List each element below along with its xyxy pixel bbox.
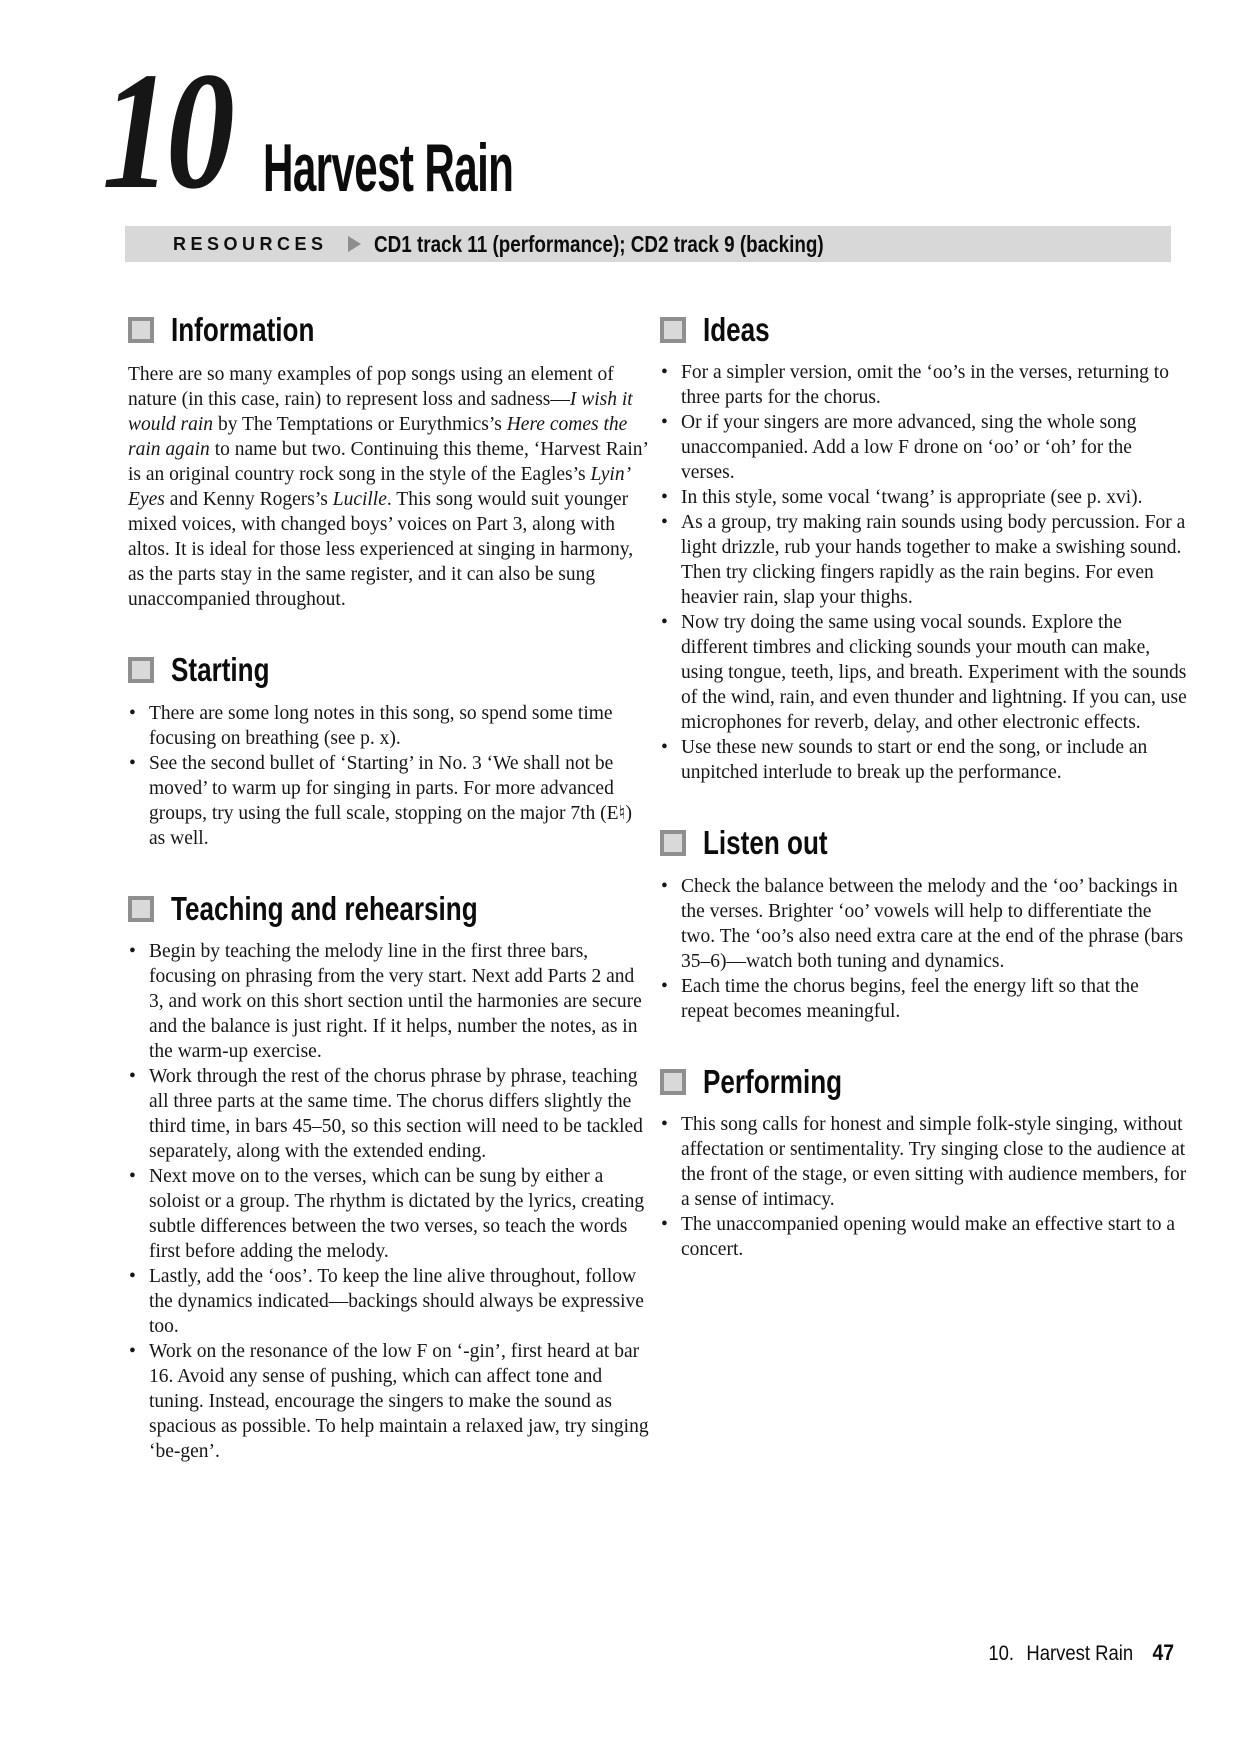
bullet-item: • Begin by teaching the melody line in the first three bars, focusing on phrasing from the very start. Next add Parts 2 and 3, and work on this short section until the harmonies are secure and the balance is just right. If it helps, number the notes, as in the warm-up exercise. — [128, 939, 652, 1064]
column-left — [128, 312, 652, 1464]
section-heading-row — [128, 891, 652, 927]
section-marker-icon — [660, 830, 686, 856]
text: to name but two. Continuing this theme, ‘Harvest Rain’ is an original country rock song in the style of the Eagles’s — [128, 439, 648, 486]
paragraph — [128, 362, 652, 612]
text: and Kenny Rogers’s — [164, 489, 333, 511]
section-heading: Information — [171, 311, 315, 348]
footer-chapter-ref: 10. — [988, 1642, 1014, 1665]
page-footer — [963, 1640, 1174, 1666]
resources-bar — [125, 226, 1171, 262]
bullet-item: • Check the balance between the melody and the ‘oo’ backings in the verses. Brighter ‘oo’ vowels will help to differentiate the two. The ‘oo’s also need extra care at the end of the phrase (bars 35–6)—watch both tuning and dynamics. — [660, 874, 1188, 974]
bullet-list — [660, 360, 1188, 785]
section-performing — [660, 1064, 1188, 1262]
resources-text: CD1 track 11 (performance); CD2 track 9 (backing) — [373, 230, 824, 257]
section-teaching-and-rehearsing — [128, 891, 652, 1464]
section-heading: Ideas — [703, 311, 770, 348]
bullet-item: • This song calls for honest and simple folk-style singing, without affectation or sentimentality. Try singing close to the audience at the front of the stage, or even sitting with audience members, for a sense of intimacy. — [660, 1112, 1188, 1212]
bullet-list — [660, 874, 1188, 1024]
text: by The Temptations or Eurythmics’s — [213, 414, 507, 436]
bullet-item: • Now try doing the same using vocal sounds. Explore the different timbres and clicking sounds your mouth can make, using tongue, teeth, lips, and breath. Experiment with the sounds of the wind, rain, and even thunder and lightning. If you can, use microphones for reverb, delay, and other electronic effects. — [660, 610, 1188, 735]
italic-text: I wish it would rain — [128, 389, 633, 436]
section-marker-icon — [128, 657, 154, 683]
bullet-item: • Work through the rest of the chorus phrase by phrase, teaching all three parts at the same time. The chorus differs slightly the third time, in bars 45–50, so this section will need to be tackled separately, along with the extended ending. — [128, 1064, 652, 1164]
section-heading-row — [660, 1064, 1188, 1100]
bullet-item: • As a group, try making rain sounds using body percussion. For a light drizzle, rub your hands together to make a swishing sound. Then try clicking fingers rapidly as the rain begins. For even heavier rain, slap your thighs. — [660, 510, 1188, 610]
text: There are so many examples of pop songs using an element of nature (in this case, rain) to represent loss and sadness— — [128, 364, 614, 411]
page-footer-inner — [988, 1640, 1174, 1666]
bullet-item: • Lastly, add the ‘oos’. To keep the line alive throughout, follow the dynamics indicated—backings should always be expressive too. — [128, 1264, 652, 1339]
bullet-item: • The unaccompanied opening would make an effective start to a concert. — [660, 1212, 1188, 1262]
bullet-item: • See the second bullet of ‘Starting’ in No. 3 ‘We shall not be moved’ to warm up for singing in parts. For more advanced groups, try using the full scale, stopping on the major 7th (E♮) as well. — [128, 751, 652, 851]
chapter-number-text: 10 — [102, 38, 230, 224]
section-heading-row — [128, 652, 652, 688]
bullet-item: • Each time the chorus begins, feel the energy lift so that the repeat becomes meaningful. — [660, 974, 1188, 1024]
section-starting — [128, 652, 652, 850]
column-right — [660, 312, 1188, 1262]
section-marker-icon — [128, 317, 154, 343]
bullet-item: • Work on the resonance of the low F on ‘-gin’, first heard at bar 16. Avoid any sense of pushing, which can affect tone and tuning. Instead, encourage the singers to make the sound as spacious as possible. To help maintain a relaxed jaw, try singing ‘be-gen’. — [128, 1339, 652, 1464]
section-heading: Listen out — [703, 824, 828, 862]
bullet-list — [660, 1112, 1188, 1262]
page-title-text: Harvest Rain — [263, 130, 514, 206]
section-heading: Performing — [703, 1062, 843, 1100]
bullet-item: • In this style, some vocal ‘twang’ is appropriate (see p. xvi). — [660, 485, 1188, 510]
section-listen-out — [660, 825, 1188, 1023]
footer-page-number: 47 — [1152, 1640, 1174, 1665]
section-heading-row — [660, 312, 1188, 348]
section-information — [128, 312, 652, 612]
section-heading: Starting — [171, 651, 270, 689]
italic-text: Lyin’ Eyes — [128, 464, 629, 511]
play-triangle-icon — [348, 236, 361, 252]
footer-title: Harvest Rain — [1026, 1642, 1134, 1665]
section-ideas — [660, 312, 1188, 785]
italic-text: Here comes the rain again — [128, 414, 628, 461]
bullet-item: • There are some long notes in this song, so spend some time focusing on breathing (see p. x). — [128, 701, 652, 751]
bullet-list — [128, 701, 652, 851]
section-marker-icon — [128, 896, 154, 922]
section-heading-row — [128, 312, 652, 348]
section-marker-icon — [660, 317, 686, 343]
section-heading: Teaching and rehearsing — [171, 889, 478, 927]
page-title — [263, 130, 667, 206]
bullet-item: • For a simpler version, omit the ‘oo’s in the verses, returning to three parts for the chorus. — [660, 360, 1188, 410]
bullet-list — [128, 939, 652, 1464]
bullet-item: • Use these new sounds to start or end the song, or include an unpitched interlude to break up the performance. — [660, 735, 1188, 785]
text: . This song would suit younger mixed voices, with changed boys’ voices on Part 3, along with altos. It is ideal for those less experienced at singing in harmony, as the parts stay in the same register, and it can also be sung unaccompanied throughout. — [128, 489, 634, 611]
section-heading-row — [660, 825, 1188, 861]
chapter-number — [102, 38, 258, 224]
bullet-item: • Next move on to the verses, which can be sung by either a soloist or a group. The rhythm is dictated by the lyrics, creating subtle differences between the two verses, so teach the words first before adding the melody. — [128, 1164, 652, 1264]
bullet-item: • Or if your singers are more advanced, sing the whole song unaccompanied. Add a low F drone on ‘oo’ or ‘oh’ for the verses. — [660, 410, 1188, 485]
resources-label: RESOURCES — [173, 233, 328, 254]
section-marker-icon — [660, 1069, 686, 1095]
italic-text: Lucille — [332, 489, 387, 511]
